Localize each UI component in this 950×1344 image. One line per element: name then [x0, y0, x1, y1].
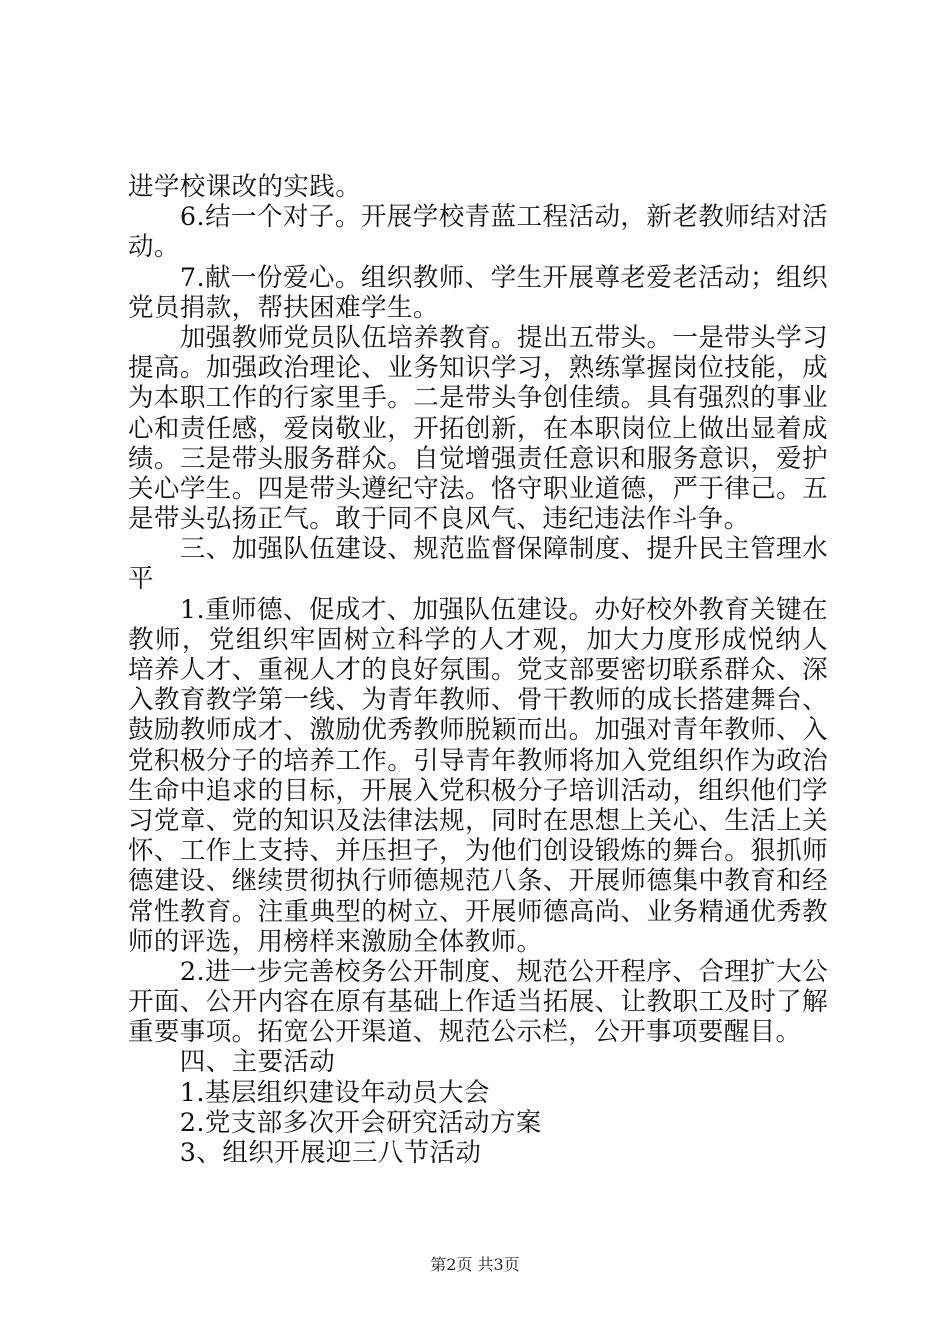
text-line: 是带头弘扬正气。敢于同不良风气、违纪违法作斗争。 — [128, 504, 750, 535]
text-line: 绩。三是带头服务群众。自觉增强责任意识和服务意识，爱护 — [128, 443, 828, 474]
list-item: 3、组织开展迎三八节活动 — [128, 1138, 482, 1168]
text-line: 进学校课改的实践。 — [128, 172, 362, 202]
text-line: 党员捐款，帮扶困难学生。 — [128, 292, 439, 323]
list-item: 1.基层组织建设年动员大会 — [128, 1077, 490, 1108]
text-line: 习党章、党的知识及法律法规，同时在思想上关心、生活上关 — [128, 805, 828, 836]
text-line: 教师，党组织牢固树立科学的人才观，加大力度形成悦纳人 — [128, 624, 828, 655]
document-body — [128, 172, 828, 1168]
text-line: 平 — [128, 564, 154, 595]
text-line: 关心学生。四是带头遵纪守法。恪守职业道德，严于律己。五 — [128, 473, 828, 504]
text-line: 鼓励教师成才、激励优秀教师脱颖而出。加强对青年教师、入 — [128, 715, 828, 746]
text-line: 心和责任感，爱岗敬业，开拓创新，在本职岗位上做出显着成 — [128, 413, 828, 444]
text-line: 生命中追求的目标，开展入党积极分子培训活动，组织他们学 — [128, 775, 828, 806]
text-line: 开面、公开内容在原有基础上作适当拓展、让教职工及时了解 — [128, 987, 828, 1018]
text-line: 2.进一步完善校务公开制度、规范公开程序、合理扩大公 — [128, 956, 828, 987]
text-line: 三、加强队伍建设、规范监督保障制度、提升民主管理水 — [128, 534, 828, 565]
text-line: 为本职工作的行家里手。二是带头争创佳绩。具有强烈的事业 — [128, 383, 828, 414]
list-item: 2.党支部多次开会研究活动方案 — [128, 1107, 542, 1138]
text-line: 党积极分子的培养工作。引导青年教师将加入党组织作为政治 — [128, 745, 828, 776]
text-line: 7.献一份爱心。组织教师、学生开展尊老爱老活动；组织 — [128, 262, 828, 293]
text-line: 1.重师德、促成才、加强队伍建设。办好校外教育关键在 — [128, 594, 828, 625]
section-heading: 四、主要活动 — [128, 1047, 336, 1078]
text-line: 入教育教学第一线、为青年教师、骨干教师的成长搭建舞台、 — [128, 685, 828, 716]
text-line: 师的评选，用榜样来激励全体教师。 — [128, 926, 543, 957]
text-line: 怀、工作上支持、并压担子，为他们创设锻炼的舞台。狠抓师 — [128, 836, 828, 867]
text-line: 提高。加强政治理论、业务知识学习，熟练掌握岗位技能，成 — [128, 353, 828, 384]
text-line: 动。 — [128, 232, 180, 263]
page-footer: 第2页 共3页 — [430, 1255, 520, 1274]
text-line: 重要事项。拓宽公开渠道、规范公示栏，公开事项要醒目。 — [128, 1017, 802, 1048]
text-line: 加强教师党员队伍培养教育。提出五带头。一是带头学习 — [128, 322, 828, 353]
text-line: 常性教育。注重典型的树立、开展师德高尚、业务精通优秀教 — [128, 896, 828, 927]
text-line: 6.结一个对子。开展学校青蓝工程活动，新老教师结对活 — [128, 202, 828, 233]
text-line: 培养人才、重视人才的良好氛围。党支部要密切联系群众、深 — [128, 655, 828, 685]
text-line: 德建设、继续贯彻执行师德规范八条、开展师德集中教育和经 — [128, 866, 828, 897]
